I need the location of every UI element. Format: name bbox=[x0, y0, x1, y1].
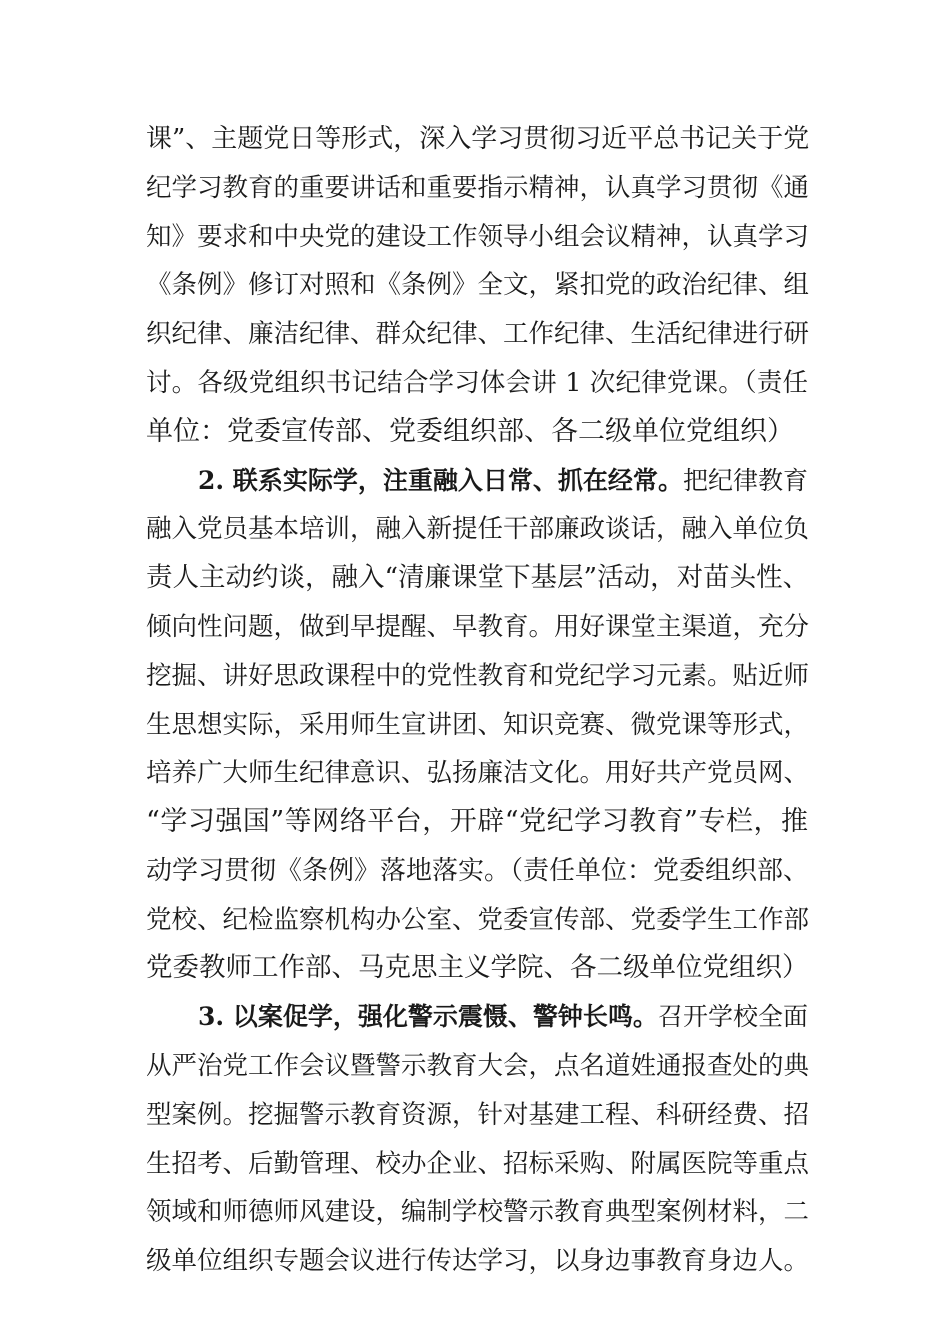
paragraph-2-line-4: 倾向性问题，做到早提醒、早教育。用好课堂主渠道，充分 bbox=[146, 611, 810, 642]
paragraph-3-heading: 3. 以案促学，强化警示震慑、警钟长鸣。 bbox=[198, 1002, 658, 1032]
paragraph-3-line-1-text: 召开学校全面 bbox=[657, 1002, 808, 1032]
paragraph-1-line-5: 织纪律、廉洁纪律、群众纪律、工作纪律、生活纪律进行研 bbox=[146, 319, 810, 350]
paragraph-1-line-6: 讨。各级党组织书记结合学习体会讲 1 次纪律党课。（责任 bbox=[146, 367, 808, 398]
paragraph-1-line-4: 《条例》修订对照和《条例》全文，紧扣党的政治纪律、组 bbox=[146, 270, 810, 301]
paragraph-2-line-9: 动学习贯彻《条例》落地落实。（责任单位：党委组织部、 bbox=[146, 855, 810, 886]
paragraph-2-line-8: “学习强国”等网络平台，开辟“党纪学习教育”专栏，推 bbox=[146, 806, 808, 838]
paragraph-3-line-3: 型案例。挖掘警示教育资源，针对基建工程、科研经费、招 bbox=[146, 1099, 810, 1130]
paragraph-2-line-6: 生思想实际，采用师生宣讲团、知识竞赛、微党课等形式， bbox=[146, 709, 810, 740]
paragraph-2-line-11: 党委教师工作部、马克思主义学院、各二级单位党组织） bbox=[146, 952, 809, 984]
paragraph-2-line-3: 责人主动约谈，融入“清廉课堂下基层”活动，对苗头性、 bbox=[146, 562, 810, 594]
paragraph-3-line-4: 生招考、后勤管理、校办企业、招标采购、附属医院等重点 bbox=[146, 1148, 810, 1179]
paragraph-2-line-2: 融入党员基本培训，融入新提任干部廉政谈话，融入单位负 bbox=[146, 514, 810, 545]
paragraph-3-line-2: 从严治党工作会议暨警示教育大会，点名道姓通报查处的典 bbox=[146, 1051, 810, 1082]
paragraph-2-line-7: 培养广大师生纪律意识、弘扬廉洁文化。用好共产党员网、 bbox=[146, 758, 810, 789]
paragraph-3-line-5: 领域和师德师风建设，编制学校警示教育典型案例材料，二 bbox=[146, 1197, 810, 1228]
paragraph-1-line-7: 单位：党委宣传部、党委组织部、各二级单位党组织） bbox=[146, 415, 794, 447]
paragraph-1-line-1: 课”、主题党日等形式，深入学习贯彻习近平总书记关于党 bbox=[146, 124, 810, 154]
paragraph-2-heading: 2. 联系实际学，注重融入日常、抓在经常。 bbox=[198, 465, 683, 495]
paragraph-3-line-1 bbox=[198, 997, 808, 1037]
paragraph-2-line-1 bbox=[198, 461, 808, 501]
paragraph-3-line-6: 级单位组织专题会议进行传达学习，以身边事教育身边人。 bbox=[146, 1246, 810, 1277]
paragraph-1-line-3: 知》要求和中央党的建设工作领导小组会议精神，认真学习 bbox=[146, 221, 810, 252]
paragraph-2-line-10: 党校、纪检监察机构办公室、党委宣传部、党委学生工作部 bbox=[146, 904, 810, 935]
paragraph-2-line-5: 挖掘、讲好思政课程中的党性教育和党纪学习元素。贴近师 bbox=[146, 660, 810, 691]
paragraph-1-line-2: 纪学习教育的重要讲话和重要指示精神，认真学习贯彻《通 bbox=[146, 172, 810, 203]
paragraph-2-line-1-text: 把纪律教育 bbox=[682, 465, 808, 495]
